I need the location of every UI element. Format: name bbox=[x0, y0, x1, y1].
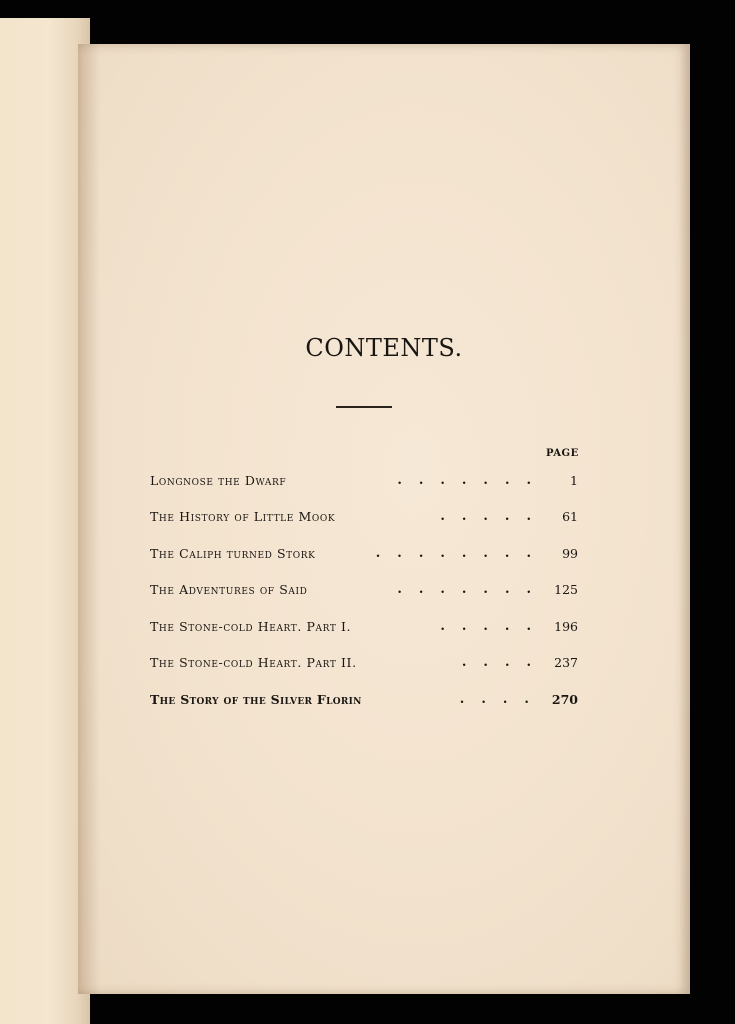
contents-page bbox=[78, 44, 690, 994]
dot-leader: ....... bbox=[397, 472, 548, 488]
toc-entry-page: 1 bbox=[570, 472, 578, 488]
toc-entry bbox=[150, 645, 578, 682]
dot-leader: .... bbox=[459, 691, 546, 707]
page-column-label: PAGE bbox=[546, 448, 579, 459]
toc-entry-title: The Adventures of Said bbox=[150, 582, 308, 598]
toc-entry-title: Longnose the Dwarf bbox=[150, 472, 287, 488]
table-of-contents bbox=[150, 462, 578, 718]
toc-entry bbox=[150, 572, 578, 609]
toc-entry-title: The Stone-cold Heart. Part I. bbox=[150, 618, 352, 634]
toc-entry bbox=[150, 681, 578, 718]
page-title: CONTENTS. bbox=[305, 334, 463, 362]
toc-entry bbox=[150, 608, 578, 645]
dot-leader: ....... bbox=[397, 582, 548, 598]
toc-entry-page: 196 bbox=[554, 618, 578, 634]
toc-entry-page: 99 bbox=[562, 545, 578, 561]
dot-leader: .... bbox=[461, 655, 548, 671]
toc-entry bbox=[150, 499, 578, 536]
dot-leader: ..... bbox=[440, 618, 548, 634]
toc-entry-title: The Story of the Silver Florin bbox=[150, 691, 362, 707]
toc-entry-title: The History of Little Mook bbox=[150, 509, 336, 525]
toc-entry bbox=[150, 535, 578, 572]
toc-entry-title: The Caliph turned Stork bbox=[150, 545, 316, 561]
dot-leader: ..... bbox=[440, 509, 548, 525]
dot-leader: ........ bbox=[375, 545, 548, 561]
gutter-shadow bbox=[78, 44, 100, 994]
title-rule bbox=[336, 406, 392, 408]
toc-entry-page: 61 bbox=[562, 509, 578, 525]
toc-entry-page: 237 bbox=[554, 655, 578, 671]
toc-entry-page: 125 bbox=[554, 582, 578, 598]
toc-entry-page: 270 bbox=[551, 691, 578, 707]
left-page-edge bbox=[0, 18, 90, 1024]
toc-entry bbox=[150, 462, 578, 499]
toc-entry-title: The Stone-cold Heart. Part II. bbox=[150, 655, 357, 671]
